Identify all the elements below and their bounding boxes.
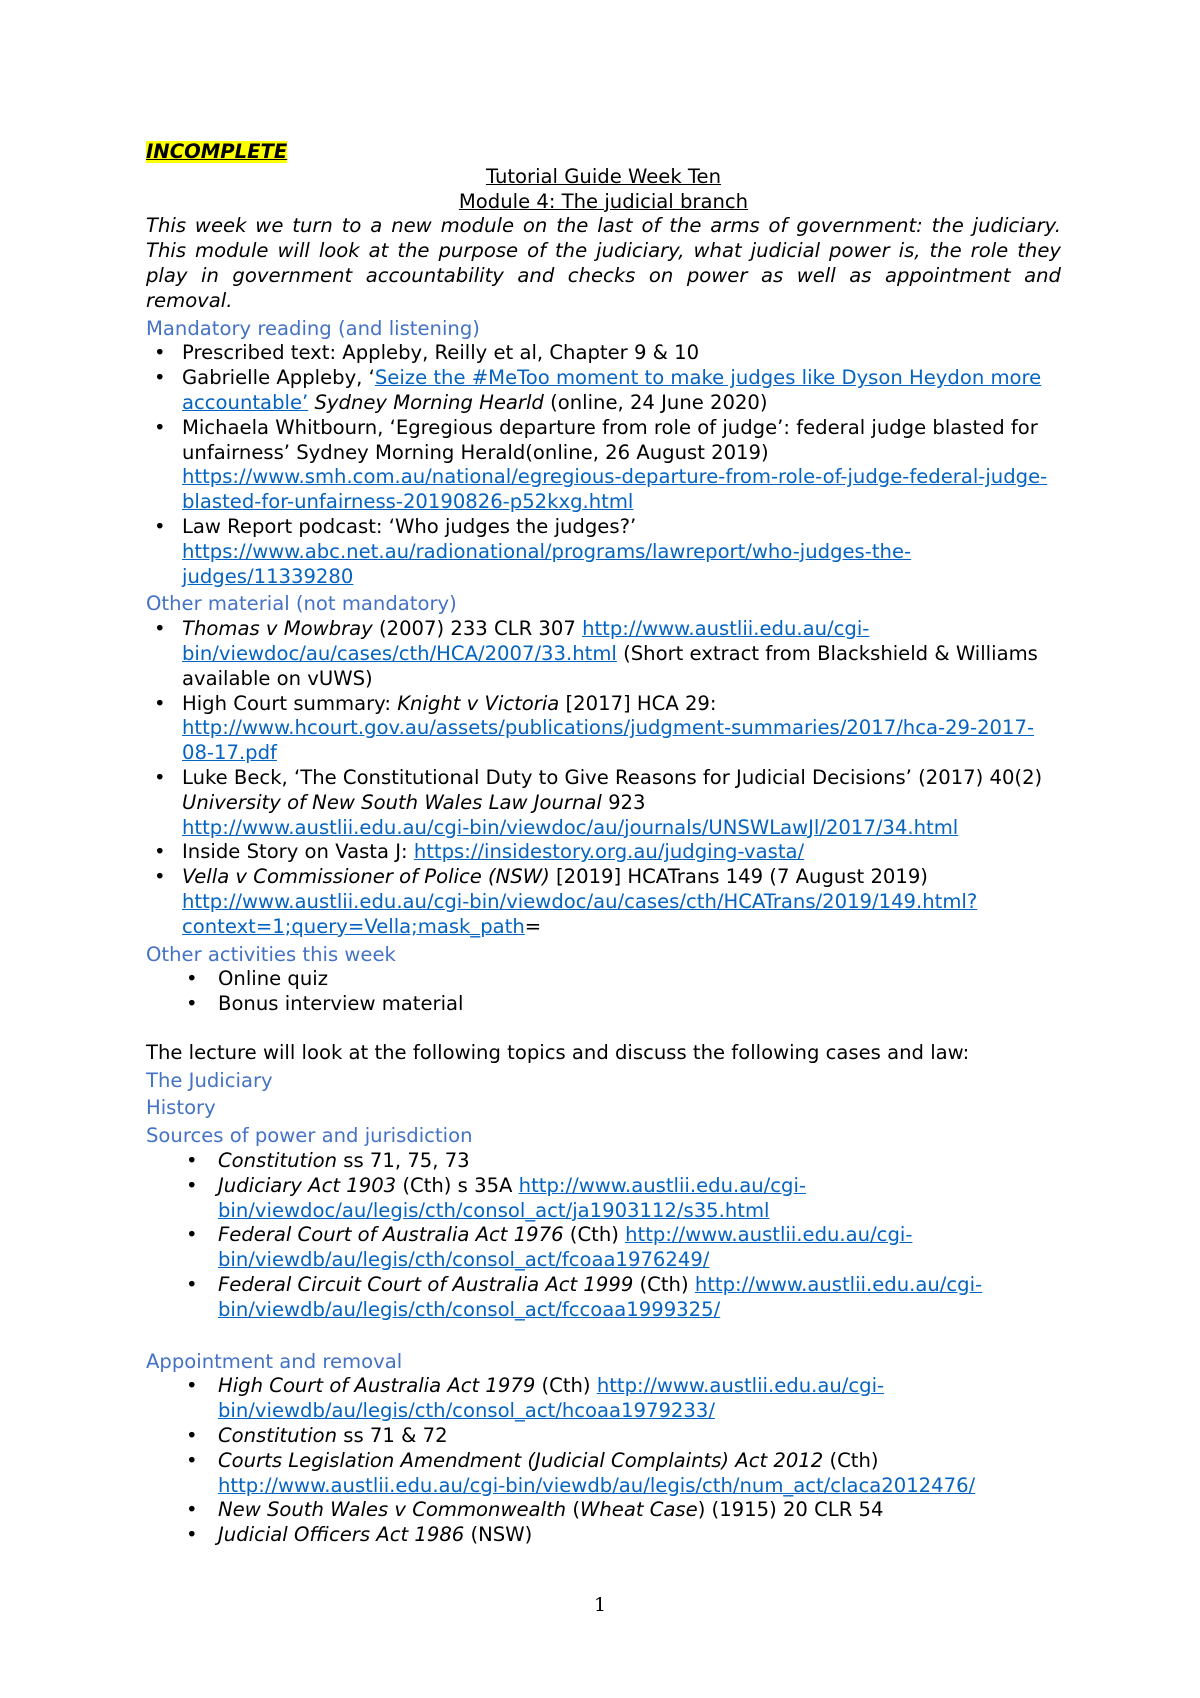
item-text: Michaela Whitbourn, ‘Egregious departure from role of judge’: federal judge blasted for unfairness’ Sydney Morning Herald(online, 26 August 2019): [182, 415, 1038, 464]
list-item: [146, 341, 1061, 366]
item-text: Inside Story on Vasta J:: [182, 840, 414, 864]
bullet-icon: •: [154, 691, 166, 715]
mandatory-list: [146, 341, 1061, 589]
legislation-link[interactable]: http://www.austlii.edu.au/cgi-bin/viewdb/au/legis/cth/consol_act/fccoaa1999325/: [218, 1273, 983, 1321]
heading-history: History: [146, 1096, 216, 1120]
list-item: [146, 992, 1061, 1017]
bullet-icon: •: [186, 1374, 198, 1398]
bullet-icon: •: [186, 1223, 198, 1247]
case-link[interactable]: http://www.austlii.edu.au/cgi-bin/viewdoc/au/cases/cth/HCA/2007/33.html: [182, 617, 870, 665]
bullet-icon: •: [186, 1523, 198, 1547]
legislation-link[interactable]: http://www.austlii.edu.au/cgi-bin/viewdb/au/legis/cth/consol_act/fcoaa1976249/: [218, 1223, 913, 1272]
podcast-link[interactable]: https://www.abc.net.au/radionational/programs/lawreport/who-judges-the-judges/11339280: [182, 539, 912, 588]
journal-name: University of New South Wales Law Journal: [182, 790, 602, 814]
document-page: [146, 140, 1061, 1548]
list-item: [146, 766, 1061, 840]
legislation-link[interactable]: http://www.austlii.edu.au/cgi-bin/viewdb/au/legis/cth/num_act/claca2012476/: [218, 1473, 976, 1497]
list-item: [146, 515, 1061, 589]
item-text: (Cth): [823, 1448, 879, 1472]
bullet-icon: •: [186, 1173, 198, 1197]
bullet-icon: •: [154, 865, 166, 889]
bullet-icon: •: [186, 1424, 198, 1448]
appointment-list: [146, 1374, 1061, 1548]
bullet-icon: •: [154, 514, 166, 538]
list-item: [146, 840, 1061, 865]
item-text: (Cth) s 35A: [396, 1173, 519, 1197]
item-text: [2017] HCA 29:: [559, 691, 717, 715]
list-item: [146, 366, 1061, 416]
publication-name: Sydney Morning Hearld: [314, 390, 544, 414]
item-text: (: [566, 1498, 580, 1522]
module-title: Module 4: The judicial branch: [458, 189, 749, 213]
intro-paragraph: This week we turn to a new module on the last of the arms of government: the judiciary. This module will look at the purpose of the judiciary, what judicial power is, the role they play in government accountability and checks on power as well as appointment and removal.: [146, 214, 1061, 312]
heading-other-material: Other material (not mandatory): [146, 592, 457, 616]
spacer: [146, 1323, 1061, 1347]
document-title: Tutorial Guide Week Ten: [485, 164, 722, 188]
item-text: ss 71 & 72: [337, 1424, 448, 1448]
list-item: [146, 1523, 1061, 1548]
list-item: [146, 1174, 1061, 1224]
case-name: Thomas v Mowbray: [182, 617, 373, 641]
other-material-list: [146, 617, 1061, 939]
bullet-icon: •: [186, 1448, 198, 1472]
activities-list: [146, 967, 1061, 1017]
item-text: (Cth): [563, 1223, 626, 1247]
bullet-icon: •: [154, 341, 166, 365]
article-url-link[interactable]: https://www.smh.com.au/national/egregious-departure-from-role-of-judge-federal-judge-blasted-for-unfairness-20190826-p52kxg.html: [182, 465, 1048, 514]
list-item: [146, 865, 1061, 939]
act-name: Courts Legislation Amendment (Judicial Complaints) Act 2012: [218, 1448, 824, 1472]
list-item: [146, 1449, 1061, 1499]
item-text: High Court summary:: [182, 691, 398, 715]
list-item: [146, 617, 1061, 691]
act-name: Constitution: [218, 1149, 338, 1173]
bullet-icon: •: [186, 967, 198, 991]
list-item: [146, 1223, 1061, 1273]
item-text: ss 71, 75, 73: [337, 1149, 470, 1173]
item-text: (online, 24 June 2020): [543, 390, 768, 414]
item-text: =: [524, 914, 542, 938]
bullet-icon: •: [154, 415, 166, 439]
list-item: [146, 1149, 1061, 1174]
list-item: [146, 692, 1061, 766]
item-text: Law Report podcast: ‘Who judges the judges?’: [182, 514, 637, 538]
journal-link[interactable]: http://www.austlii.edu.au/cgi-bin/viewdoc/au/journals/UNSWLawJl/2017/34.html: [182, 815, 959, 839]
bullet-icon: •: [154, 840, 166, 864]
act-name: Judiciary Act 1903: [218, 1173, 397, 1197]
act-name: Judicial Officers Act 1986: [218, 1523, 465, 1547]
transcript-link[interactable]: http://www.austlii.edu.au/cgi-bin/viewdoc/au/cases/cth/HCATrans/2019/149.html?context=1;query=Vella;mask_path: [182, 889, 978, 938]
article-link[interactable]: Seize the #MeToo moment to make judges like Dyson Heydon more accountable’: [182, 366, 1042, 414]
heading-judiciary: The Judiciary: [146, 1068, 273, 1092]
item-text: (Cth): [535, 1374, 597, 1398]
list-item: [146, 1498, 1061, 1523]
list-item: [146, 1424, 1061, 1449]
bullet-icon: •: [154, 617, 166, 641]
item-text: [2019] HCATrans 149 (7 August 2019): [549, 865, 928, 889]
list-item: [146, 1273, 1061, 1323]
item-text: ) (1915) 20 CLR 54: [697, 1498, 884, 1522]
heading-appointment: Appointment and removal: [146, 1349, 403, 1373]
item-text: Bonus interview material: [218, 992, 464, 1016]
item-text: (Short extract from Blackshield & Williams available on vUWS): [182, 641, 1038, 690]
list-item: [146, 967, 1061, 992]
legislation-link[interactable]: http://www.austlii.edu.au/cgi-bin/viewdoc/au/legis/cth/consol_act/ja1903112/s35.html: [218, 1173, 806, 1222]
item-text: Online quiz: [218, 967, 329, 991]
bullet-icon: •: [154, 366, 166, 390]
case-name: Knight v Victoria: [397, 691, 560, 715]
act-name: Federal Circuit Court of Australia Act 1999: [218, 1273, 634, 1297]
list-item: [146, 1374, 1061, 1424]
heading-mandatory: Mandatory reading (and listening): [146, 316, 480, 340]
bullet-icon: •: [154, 765, 166, 789]
status-label: INCOMPLETE: [146, 140, 288, 163]
item-text: Prescribed text: Appleby, Reilly et al, Chapter 9 & 10: [182, 341, 700, 365]
act-name: Constitution: [218, 1424, 338, 1448]
act-name: Federal Court of Australia Act 1976: [218, 1223, 564, 1247]
page-number: 1: [593, 1594, 607, 1616]
list-item: [146, 416, 1061, 515]
item-text: (2007) 233 CLR 307: [372, 617, 583, 641]
case-name: New South Wales v Commonwealth: [218, 1498, 567, 1522]
sources-list: [146, 1149, 1061, 1323]
heading-sources: Sources of power and jurisdiction: [146, 1124, 473, 1148]
act-name: High Court of Australia Act 1979: [218, 1374, 536, 1398]
item-text: 923: [601, 790, 646, 814]
bullet-icon: •: [186, 1498, 198, 1522]
bullet-icon: •: [186, 992, 198, 1016]
bullet-icon: •: [186, 1149, 198, 1173]
legislation-link[interactable]: http://www.austlii.edu.au/cgi-bin/viewdb/au/legis/cth/consol_act/hcoaa1979233/: [218, 1374, 885, 1423]
item-text: Luke Beck, ‘The Constitutional Duty to Give Reasons for Judicial Decisions’ (2017) 40(2): [182, 765, 1043, 789]
item-text: (NSW): [464, 1523, 533, 1547]
summary-link[interactable]: http://www.hcourt.gov.au/assets/publications/judgment-summaries/2017/hca-29-2017-08-17.pdf: [182, 716, 1035, 765]
lecture-intro: The lecture will look at the following topics and discuss the following cases and law:: [146, 1040, 970, 1064]
case-name: Vella v Commissioner of Police (NSW): [182, 865, 550, 889]
inside-story-link[interactable]: https://insidestory.org.au/judging-vasta/: [413, 840, 805, 864]
case-alias: Wheat Case: [579, 1498, 698, 1522]
item-text: Gabrielle Appleby, ‘: [182, 366, 375, 390]
bullet-icon: •: [186, 1273, 198, 1297]
heading-activities: Other activities this week: [146, 942, 396, 966]
item-text: (Cth): [633, 1273, 695, 1297]
spacer: [146, 1017, 1061, 1041]
